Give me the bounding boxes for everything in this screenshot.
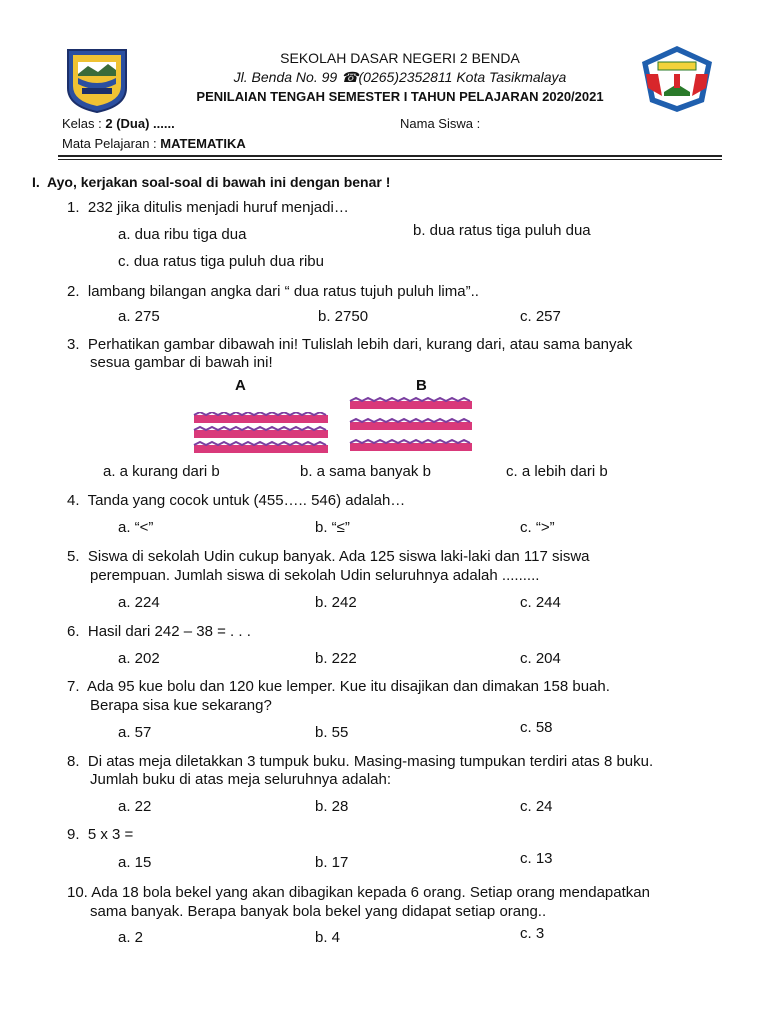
q1-option-b[interactable]: b. dua ratus tiga puluh dua: [413, 222, 591, 239]
q2-option-c[interactable]: c. 257: [520, 308, 561, 325]
question-8-line-2: Jumlah buku di atas meja seluruhnya adalah:: [90, 771, 392, 788]
figure-a-row-3: [194, 442, 328, 453]
q10-option-a[interactable]: a. 2: [118, 929, 144, 946]
class-field: Kelas : 2 (Dua) ......: [62, 116, 175, 131]
question-3: 3. Perhatikan gambar dibawah ini! Tulislah lebih dari, kurang dari, atau sama banyak: [67, 336, 633, 353]
q9-option-a[interactable]: a. 15: [118, 854, 152, 871]
q6-option-b[interactable]: b. 222: [315, 650, 357, 667]
section-instruction: I. Ayo, kerjakan soal-soal di bawah ini dengan benar !: [32, 174, 391, 190]
school-name: SEKOLAH DASAR NEGERI 2 BENDA: [280, 50, 520, 66]
q6-option-c[interactable]: c. 204: [520, 650, 561, 667]
figure-a-items: [192, 412, 332, 456]
q3-option-c[interactable]: c. a lebih dari b: [506, 463, 608, 480]
q2-option-a[interactable]: a. 275: [118, 308, 160, 325]
question-6: 6. Hasil dari 242 – 38 = . . .: [67, 623, 251, 640]
q1-option-a[interactable]: a. dua ribu tiga dua: [118, 226, 247, 243]
q5-option-c[interactable]: c. 244: [520, 594, 561, 611]
q8-option-c[interactable]: c. 24: [520, 798, 553, 815]
figure-a-row-2: [194, 427, 328, 438]
question-5: 5. Siswa di sekolah Udin cukup banyak. Ada 125 siswa laki-laki dan 117 siswa: [67, 548, 590, 565]
q5-option-a[interactable]: a. 224: [118, 594, 160, 611]
q9-option-b[interactable]: b. 17: [315, 854, 349, 871]
phone-icon: ☎: [341, 69, 359, 85]
figure-b-row-2: [350, 419, 472, 430]
q8-option-b[interactable]: b. 28: [315, 798, 349, 815]
question-5-line-2: perempuan. Jumlah siswa di sekolah Udin seluruhnya adalah .........: [90, 567, 540, 584]
q8-option-a[interactable]: a. 22: [118, 798, 152, 815]
q7-option-c[interactable]: c. 58: [520, 719, 553, 736]
header-divider-thin: [58, 159, 722, 160]
question-10-line-2: sama banyak. Berapa banyak bola bekel yang didapat setiap orang..: [90, 903, 547, 920]
figure-a-row-1: [194, 412, 328, 423]
exam-title: PENILAIAN TENGAH SEMESTER I TAHUN PELAJARAN 2020/2021: [196, 89, 604, 104]
q10-option-c[interactable]: c. 3: [520, 925, 545, 942]
q9-option-c[interactable]: c. 13: [520, 850, 553, 867]
figure-b-items: [346, 396, 478, 456]
figure-label-b: B: [416, 377, 427, 394]
school-address: Jl. Benda No. 99 ☎(0265)2352811 Kota Tasikmalaya: [233, 69, 567, 85]
question-10: 10. Ada 18 bola bekel yang akan dibagikan kepada 6 orang. Setiap orang mendapatkan: [67, 884, 650, 901]
q2-option-b[interactable]: b. 2750: [318, 308, 369, 325]
q4-option-c[interactable]: c. “>”: [520, 519, 555, 536]
q10-option-b[interactable]: b. 4: [315, 929, 341, 946]
question-4: 4. Tanda yang cocok untuk (455….. 546) adalah…: [67, 492, 406, 509]
question-8: 8. Di atas meja diletakkan 3 tumpuk buku. Masing-masing tumpukan terdiri atas 8 buku.: [67, 753, 654, 770]
figure-b-row-1: [350, 398, 472, 409]
question-7-line-2: Berapa sisa kue sekarang?: [90, 697, 272, 714]
q7-option-a[interactable]: a. 57: [118, 724, 152, 741]
q3-option-a[interactable]: a. a kurang dari b: [103, 463, 220, 480]
header-divider-thick: [58, 155, 722, 157]
question-3-line-2: sesua gambar di bawah ini!: [90, 354, 273, 371]
q4-option-b[interactable]: b. “≤”: [315, 519, 350, 536]
question-9: 9. 5 x 3 =: [67, 826, 134, 843]
figure-label-a: A: [235, 377, 246, 394]
subject-field: Mata Pelajaran : MATEMATIKA: [62, 136, 246, 151]
q6-option-a[interactable]: a. 202: [118, 650, 160, 667]
student-name-field: Nama Siswa :: [400, 116, 481, 131]
question-1: 1. 232 jika ditulis menjadi huruf menjadi…: [67, 199, 349, 216]
question-2: 2. lambang bilangan angka dari “ dua ratus tujuh puluh lima”..: [67, 283, 479, 300]
q1-option-c[interactable]: c. dua ratus tiga puluh dua ribu: [118, 253, 324, 270]
q4-option-a[interactable]: a. “<”: [118, 519, 154, 536]
q7-option-b[interactable]: b. 55: [315, 724, 349, 741]
figure-b-row-3: [350, 440, 472, 451]
question-7: 7. Ada 95 kue bolu dan 120 kue lemper. Kue itu disajikan dan dimakan 158 buah.: [67, 678, 610, 695]
q5-option-b[interactable]: b. 242: [315, 594, 357, 611]
q3-option-b[interactable]: b. a sama banyak b: [300, 463, 431, 480]
